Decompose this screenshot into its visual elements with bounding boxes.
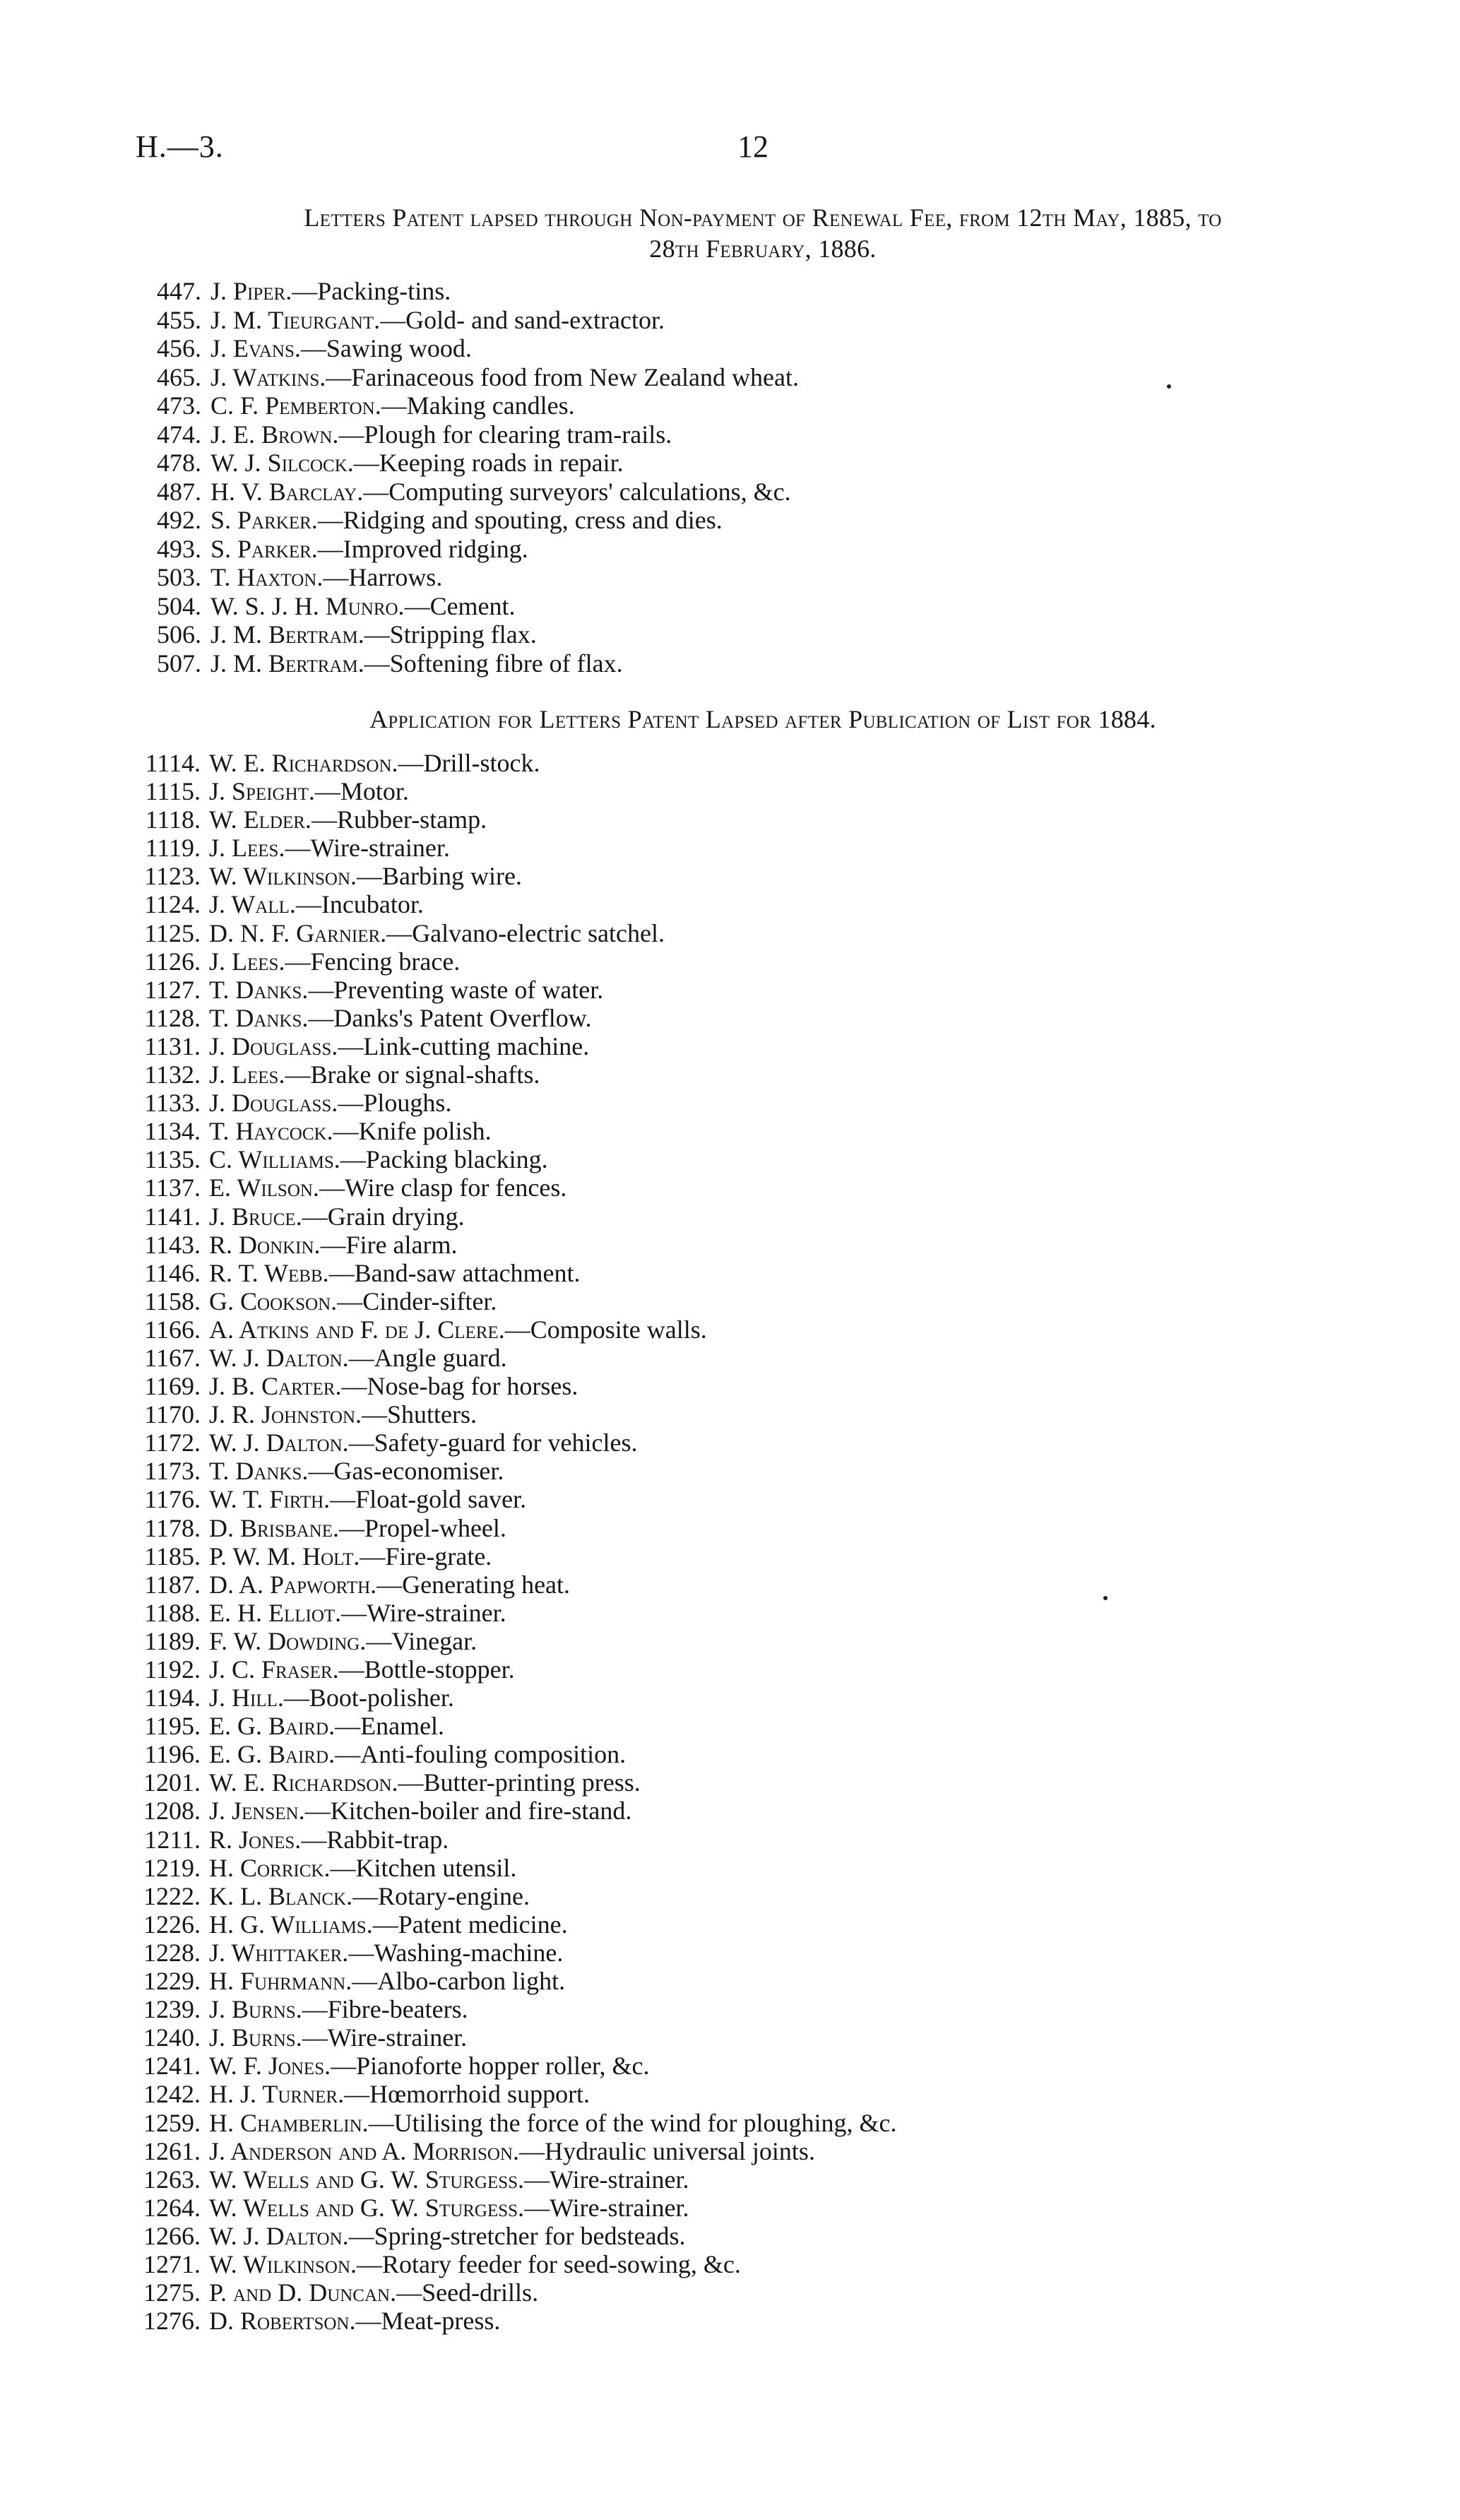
entry-number: 1118.: [145, 805, 201, 834]
entry-number: 1196.: [144, 1740, 201, 1769]
patentee-name: J. Lees.: [209, 834, 285, 863]
invention-description: —Wire-strainer.: [524, 2165, 689, 2194]
patentee-name: W. Wilkinson.: [209, 862, 357, 891]
entry-number: 1189.: [144, 1626, 201, 1655]
entry-number: 1125.: [144, 918, 201, 947]
entry-text: [209, 1428, 638, 1457]
invention-description: —Fire alarm.: [320, 1230, 458, 1259]
entry-text: [209, 1826, 449, 1854]
section-heading-line-2: 28th February, 1886.: [649, 235, 877, 263]
entry-number: 474.: [157, 420, 201, 449]
patentee-name: T. Danks.: [209, 1457, 309, 1486]
invention-description: —Incubator.: [295, 890, 424, 919]
entry-text: [210, 649, 623, 678]
patentee-name: H. Chamberlin.: [209, 2108, 369, 2137]
patentee-name: H. V. Barclay.: [210, 477, 364, 506]
entry-number: 1137.: [144, 1173, 201, 1202]
patentee-name: D. Brisbane.: [209, 1513, 339, 1542]
entry-number: 493.: [157, 534, 201, 563]
patentee-name: W. Wilkinson.: [209, 2249, 357, 2278]
patentee-name: J. Jensen.: [209, 1797, 305, 1826]
patentee-name: J. Lees.: [209, 1060, 285, 1089]
invention-description: —Ploughs.: [338, 1089, 452, 1118]
entry-number: 1263.: [143, 2165, 201, 2194]
entry-number: 1261.: [143, 2136, 201, 2165]
section-heading-lapsed-applications: Application for Letters Patent Lapsed after Publication of List for 1884.: [369, 705, 1156, 733]
patentee-name: T. Haxton.: [210, 563, 324, 591]
invention-description: —Enamel.: [335, 1712, 445, 1741]
entry-number: 1170.: [144, 1400, 201, 1429]
entry-text: [209, 1882, 530, 1910]
entry-number: 473.: [157, 391, 201, 420]
invention-description: —Rabbit-trap.: [301, 1825, 449, 1854]
patentee-name: W. S. J. H. Munro.: [210, 591, 405, 620]
entry-number: 478.: [157, 449, 201, 477]
entry-number: 1226.: [143, 1910, 201, 1939]
invention-description: —Keeping roads in repair.: [353, 449, 624, 477]
entry-number: 1141.: [144, 1202, 201, 1231]
entry-number: 1128.: [144, 1003, 201, 1032]
invention-description: —Hydraulic universal joints.: [519, 2136, 815, 2165]
invention-description: —Composite walls.: [504, 1315, 707, 1344]
invention-description: —Hœmorrhoid support.: [344, 2080, 590, 2109]
patentee-name: J. Evans.: [210, 334, 301, 362]
entry-number: 504.: [157, 591, 201, 620]
entry-text: [209, 1032, 589, 1060]
patentee-name: J. Hill.: [209, 1684, 284, 1712]
invention-description: —Wire clasp for fences.: [319, 1173, 567, 1202]
entry-number: 1239.: [143, 1995, 201, 2024]
patentee-name: S. Parker.: [210, 506, 318, 534]
invention-description: —Danks's Patent Overflow.: [308, 1003, 592, 1032]
entry-text: [209, 1627, 477, 1655]
invention-description: —Galvano-electric satchel.: [386, 918, 665, 947]
invention-description: —Washing-machine.: [348, 1938, 564, 1967]
patentee-name: E. Wilson.: [209, 1173, 319, 1202]
entry-number: 506.: [157, 620, 201, 649]
entry-text: [209, 2052, 650, 2080]
entry-number: 447.: [157, 277, 201, 305]
invention-description: —Albo-carbon light.: [352, 1967, 566, 1996]
patentee-name: W. E. Richardson.: [209, 749, 398, 777]
entry-text: [209, 1259, 581, 1287]
patentee-name: W. F. Jones.: [209, 2052, 331, 2081]
patentee-name: H. J. Turner.: [209, 2080, 345, 2109]
invention-description: —Softening fibre of flax.: [364, 649, 623, 678]
entry-number: 1219.: [143, 1853, 201, 1882]
patentee-name: W. J. Dalton.: [209, 1428, 349, 1457]
patentee-name: S. Parker.: [210, 534, 318, 563]
patentee-name: H. G. Williams.: [209, 1910, 373, 1939]
entry-number: 455.: [157, 305, 201, 334]
entry-number: 1167.: [144, 1343, 201, 1372]
entry-text: [209, 2307, 500, 2335]
patentee-name: W. J. Silcock.: [210, 449, 354, 477]
patentee-name: J. Watkins.: [210, 362, 326, 391]
entry-number: 1166.: [144, 1315, 201, 1344]
entry-number: 1201.: [143, 1768, 201, 1797]
entry-number: 492.: [157, 506, 201, 534]
patentee-name: E. G. Baird.: [209, 1712, 336, 1741]
patentee-name: T. Haycock.: [209, 1117, 333, 1146]
patentee-name: E. G. Baird.: [209, 1740, 336, 1769]
invention-description: —Generating heat.: [376, 1570, 571, 1599]
entry-text: [209, 805, 487, 834]
entry-text: [209, 1315, 707, 1344]
patentee-name: H. Corrick.: [209, 1853, 331, 1882]
running-header: [0, 129, 1460, 171]
invention-description: —Link-cutting machine.: [338, 1031, 590, 1060]
entry-number: 1132.: [144, 1060, 201, 1089]
entry-number: 1169.: [144, 1372, 201, 1401]
entry-text: [209, 1202, 465, 1231]
invention-description: —Cinder-sifter.: [337, 1286, 497, 1315]
patentee-name: C. F. Pemberton.: [210, 391, 381, 420]
section-heading-line-1: Letters Patent lapsed through Non-payment of Renewal Fee, from 12th May, 1885, to: [304, 203, 1222, 232]
patentee-name: R. Jones.: [209, 1825, 302, 1854]
entry-number: 465.: [157, 362, 201, 391]
invention-description: —Vinegar.: [366, 1626, 477, 1655]
entry-text: [209, 2222, 686, 2250]
patentee-name: J. E. Brown.: [210, 420, 339, 449]
entry-text: [209, 1514, 506, 1542]
entry-number: 1241.: [143, 2052, 201, 2081]
entry-text: [209, 862, 522, 890]
invention-description: —Packing-tins.: [292, 277, 451, 305]
patentee-name: J. Speight.: [209, 777, 315, 806]
stray-dot-mark: [1167, 384, 1171, 389]
invention-description: —Ridging and spouting, cress and dies.: [317, 506, 723, 534]
entry-number: 1192.: [144, 1655, 201, 1684]
entry-text: [210, 478, 791, 507]
invention-description: —Boot-polisher.: [283, 1684, 454, 1712]
patentee-name: J. Douglass.: [209, 1089, 338, 1118]
entry-text: [210, 420, 672, 449]
patentee-name: K. L. Blanck.: [209, 1881, 353, 1910]
entry-text: [210, 391, 575, 420]
invention-description: —Nose-bag for horses.: [341, 1372, 578, 1401]
entry-number: 1211.: [144, 1825, 201, 1854]
entry-text: [209, 1797, 631, 1825]
invention-description: —Kitchen utensil.: [330, 1853, 517, 1882]
patentee-name: J. M. Bertram.: [210, 649, 364, 678]
invention-description: —Spring-stretcher for bedsteads.: [348, 2221, 686, 2250]
invention-description: —Sawing wood.: [300, 334, 472, 362]
invention-description: —Shutters.: [362, 1400, 477, 1429]
invention-description: —Improved ridging.: [317, 534, 528, 563]
invention-description: —Angle guard.: [348, 1343, 507, 1372]
entry-text: [209, 2137, 815, 2165]
entry-text: [209, 2278, 538, 2307]
entry-number: 1131.: [144, 1031, 201, 1060]
patentee-name: J. M. Bertram.: [210, 620, 364, 649]
entry-text: [209, 1173, 566, 1202]
entry-text: [209, 1117, 492, 1145]
entry-text: [209, 1740, 626, 1768]
entry-number: 1173.: [144, 1457, 201, 1486]
invention-description: —Fencing brace.: [285, 947, 461, 976]
invention-description: —Seed-drills.: [396, 2278, 539, 2307]
entry-number: 1114.: [145, 749, 201, 777]
entry-text: [210, 363, 799, 392]
invention-description: —Preventing waste of water.: [308, 975, 604, 1004]
invention-description: —Gas-economiser.: [308, 1457, 504, 1486]
entry-text: [210, 306, 665, 335]
invention-description: —Patent medicine.: [372, 1910, 568, 1939]
entry-number: 1119.: [145, 834, 201, 863]
entry-text: [210, 535, 528, 564]
patentee-name: E. H. Elliot.: [209, 1598, 342, 1627]
entry-text: [209, 1854, 516, 1882]
invention-description: —Knife polish.: [333, 1117, 492, 1146]
entry-number: 1172.: [144, 1428, 201, 1457]
entry-number: 1208.: [143, 1797, 201, 1826]
entry-text: [210, 620, 537, 649]
entry-text: [209, 1995, 468, 2023]
entry-number: 1123.: [144, 862, 201, 891]
invention-description: —Meat-press.: [355, 2307, 501, 2336]
entry-text: [209, 834, 450, 862]
patentee-name: J. Douglass.: [209, 1031, 338, 1060]
invention-description: —Computing surveyors' calculations, &c.: [363, 477, 791, 506]
entry-number: 1264.: [143, 2193, 201, 2222]
patentee-name: J. Lees.: [209, 947, 285, 976]
invention-description: —Harrows.: [323, 563, 443, 591]
entry-number: 1115.: [145, 777, 201, 806]
invention-description: —Rubber-stamp.: [311, 805, 487, 834]
invention-description: —Butter-printing press.: [398, 1768, 641, 1797]
entry-text: [209, 1599, 506, 1627]
entry-text: [209, 1457, 504, 1485]
entry-text: [209, 1344, 507, 1372]
invention-description: —Propel-wheel.: [338, 1513, 506, 1542]
entry-number: 1194.: [144, 1684, 201, 1712]
invention-description: —Wire-strainer.: [285, 834, 450, 863]
invention-description: —Barbing wire.: [357, 862, 522, 891]
stray-dot-mark: [1103, 1596, 1108, 1600]
entry-text: [209, 1004, 591, 1032]
invention-description: —Drill-stock.: [398, 749, 540, 777]
invention-description: —Float-gold saver.: [330, 1485, 527, 1514]
entry-number: 503.: [157, 563, 201, 591]
entry-number: 1178.: [144, 1513, 201, 1542]
invention-description: —Bottle-stopper.: [338, 1655, 515, 1684]
entry-number: 1185.: [144, 1542, 201, 1570]
entry-number: 1275.: [143, 2278, 201, 2307]
entry-text: [209, 1542, 492, 1570]
entry-number: 1229.: [143, 1967, 201, 1996]
patentee-name: P. W. M. Holt.: [209, 1542, 360, 1570]
entry-text: [209, 1287, 497, 1315]
section-heading-lapsed-patents: [134, 202, 1391, 264]
entry-number: 1158.: [144, 1286, 201, 1315]
entry-text: [209, 2250, 741, 2278]
entry-text: [209, 1684, 454, 1712]
invention-description: —Grain drying.: [302, 1202, 465, 1231]
invention-description: —Plough for clearing tram-rails.: [338, 420, 672, 449]
entry-text: [209, 1910, 568, 1939]
entry-text: [210, 506, 723, 535]
entry-text: [209, 890, 424, 918]
entry-number: 1228.: [143, 1938, 201, 1967]
entry-number: 1240.: [143, 2023, 201, 2052]
entry-number: 1176.: [144, 1485, 201, 1514]
invention-description: —Rotary feeder for seed-sowing, &c.: [357, 2249, 741, 2278]
entry-text: [210, 334, 472, 363]
patentee-name: T. Danks.: [209, 975, 309, 1004]
patentee-name: J. Wall.: [209, 890, 296, 919]
patentee-name: W. J. Dalton.: [209, 1343, 349, 1372]
entry-number: 507.: [157, 649, 201, 678]
patentee-name: R. Donkin.: [209, 1230, 321, 1259]
entry-number: 1242.: [143, 2080, 201, 2109]
invention-description: —Pianoforte hopper roller, &c.: [331, 2052, 650, 2081]
patentee-name: W. Wells and G. W. Sturgess.: [209, 2165, 525, 2194]
entry-number: 1126.: [144, 947, 201, 976]
entry-text: [209, 1655, 515, 1684]
invention-description: —Fire-grate.: [360, 1542, 492, 1570]
patentee-name: A. Atkins and F. de J. Clere.: [209, 1315, 505, 1344]
patentee-name: J. Anderson and A. Morrison.: [209, 2136, 520, 2165]
page-number: 12: [737, 129, 768, 164]
patentee-name: J. B. Carter.: [209, 1372, 342, 1401]
entry-text: [209, 1967, 565, 1995]
patentee-name: R. T. Webb.: [209, 1258, 329, 1287]
patentee-name: W. T. Firth.: [209, 1485, 331, 1514]
patentee-name: W. J. Dalton.: [209, 2221, 349, 2250]
entry-text: [209, 947, 460, 976]
entry-number: 456.: [157, 334, 201, 362]
entry-text: [209, 976, 603, 1004]
entry-number: 1143.: [144, 1230, 201, 1259]
entry-number: 1135.: [144, 1145, 201, 1174]
entry-number: 1259.: [143, 2108, 201, 2137]
patentee-name: W. E. Richardson.: [209, 1768, 398, 1797]
patentee-name: J. Burns.: [209, 2023, 302, 2052]
invention-description: —Wire-strainer.: [341, 1598, 506, 1627]
patentee-name: P. and D. Duncan.: [209, 2278, 397, 2307]
entry-text: [209, 1372, 578, 1400]
patentee-name: T. Danks.: [209, 1003, 309, 1032]
patentee-name: W. Wells and G. W. Sturgess.: [209, 2193, 525, 2222]
patentee-name: D. A. Papworth.: [209, 1570, 377, 1599]
document-reference: H.—3.: [136, 129, 224, 164]
invention-description: —Stripping flax.: [364, 620, 537, 649]
entry-text: [210, 277, 451, 306]
invention-description: —Wire-strainer.: [524, 2193, 689, 2222]
entry-number: 1146.: [144, 1258, 201, 1287]
entry-text: [209, 1768, 641, 1797]
patentee-name: J. C. Fraser.: [209, 1655, 339, 1684]
patentee-name: J. Piper.: [210, 277, 292, 305]
patentee-name: C. Williams.: [209, 1145, 340, 1174]
entry-text: [209, 1089, 451, 1117]
entry-number: 1195.: [144, 1712, 201, 1741]
entry-text: [209, 1485, 526, 1513]
entry-number: 1134.: [144, 1117, 201, 1146]
patentee-name: D. N. F. Garnier.: [209, 918, 387, 947]
entry-number: 487.: [157, 477, 201, 506]
entry-number: 1276.: [143, 2307, 201, 2336]
entry-number: 1133.: [144, 1089, 201, 1118]
invention-description: —Rotary-engine.: [352, 1881, 530, 1910]
invention-description: —Safety-guard for vehicles.: [348, 1428, 638, 1457]
entry-number: 1266.: [143, 2221, 201, 2250]
entry-text: [209, 1712, 444, 1740]
invention-description: —Packing blacking.: [340, 1145, 548, 1174]
entry-text: [209, 2165, 689, 2194]
entry-text: [210, 592, 516, 621]
entry-text: [209, 1570, 570, 1599]
invention-description: —Gold- and sand-extractor.: [380, 305, 665, 334]
entry-text: [209, 2080, 590, 2108]
entry-text: [210, 563, 442, 592]
invention-description: —Wire-strainer.: [302, 2023, 468, 2052]
patentee-name: D. Robertson.: [209, 2307, 356, 2336]
invention-description: —Cement.: [404, 591, 516, 620]
invention-description: —Motor.: [314, 777, 409, 806]
invention-description: —Kitchen-boiler and fire-stand.: [304, 1797, 632, 1826]
entry-text: [209, 2109, 897, 2137]
patentee-name: J. Burns.: [209, 1995, 302, 2024]
entry-number: 1271.: [143, 2249, 201, 2278]
entry-number: 1127.: [144, 975, 201, 1004]
entry-number: 1187.: [144, 1570, 201, 1599]
patentee-name: F. W. Dowding.: [209, 1626, 367, 1655]
patentee-name: W. Elder.: [209, 805, 311, 834]
entry-text: [209, 1939, 563, 1967]
entry-text: [210, 449, 624, 478]
patentee-name: J. M. Tieurgant.: [210, 305, 381, 334]
entry-text: [209, 2194, 689, 2222]
entry-text: [209, 2023, 467, 2052]
patentee-name: J. Whittaker.: [209, 1938, 349, 1967]
invention-description: —Anti-fouling composition.: [335, 1740, 627, 1769]
entry-text: [209, 919, 665, 947]
entry-text: [209, 777, 409, 805]
invention-description: —Utilising the force of the wind for ploughing, &c.: [368, 2108, 897, 2137]
entry-text: [209, 1400, 477, 1428]
invention-description: —Band-saw attachment.: [328, 1258, 581, 1287]
patentee-name: J. Bruce.: [209, 1202, 302, 1231]
invention-description: —Farinaceous food from New Zealand wheat.: [326, 362, 799, 391]
entry-text: [209, 1231, 458, 1259]
invention-description: —Fibre-beaters.: [302, 1995, 468, 2024]
entry-number: 1124.: [144, 890, 201, 919]
patentee-name: H. Fuhrmann.: [209, 1967, 352, 1996]
entry-text: [209, 749, 540, 777]
entry-number: 1188.: [144, 1598, 201, 1627]
invention-description: —Brake or signal-shafts.: [285, 1060, 540, 1089]
entry-text: [209, 1060, 540, 1089]
invention-description: —Making candles.: [381, 391, 575, 420]
patentee-name: G. Cookson.: [209, 1286, 338, 1315]
entry-text: [209, 1145, 548, 1173]
patentee-name: J. R. Johnston.: [209, 1400, 362, 1429]
entry-number: 1222.: [143, 1881, 201, 1910]
